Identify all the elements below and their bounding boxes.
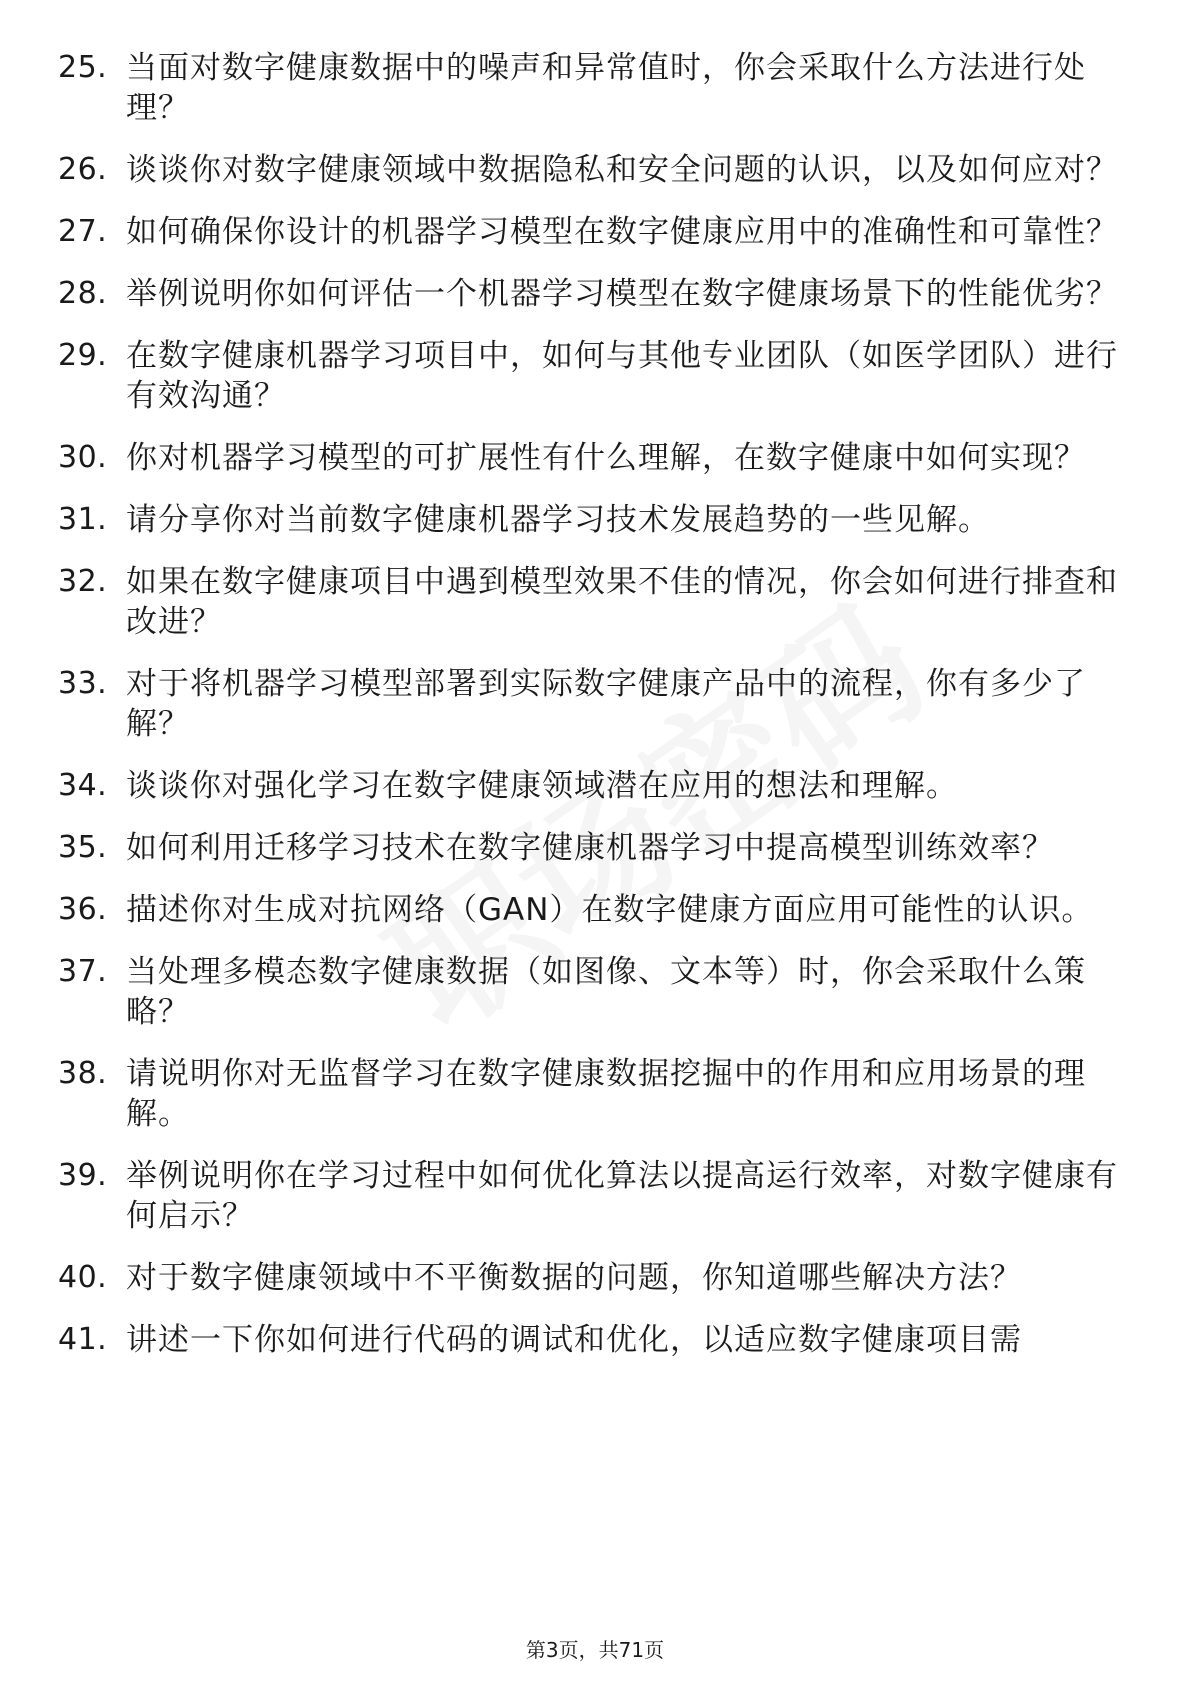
question-number: 28. [58, 276, 108, 311]
question-item [58, 890, 1118, 930]
page-footer [0, 1638, 1190, 1662]
question-item [58, 562, 1118, 642]
question-number: 34. [58, 768, 108, 803]
question-list [58, 48, 1118, 1382]
page-number-label: 第3页，共71页 [525, 1638, 665, 1662]
question-text: 当面对数字健康数据中的噪声和异常值时，你会采取什么方法进行处理？ [126, 50, 1086, 126]
question-text: 对于将机器学习模型部署到实际数字健康产品中的流程，你有多少了解？ [126, 666, 1086, 742]
question-number: 38. [58, 1056, 108, 1091]
question-text: 在数字健康机器学习项目中，如何与其他专业团队（如医学团队）进行有效沟通？ [126, 338, 1118, 414]
question-item [58, 1320, 1118, 1360]
question-text: 你对机器学习模型的可扩展性有什么理解，在数字健康中如何实现？ [126, 440, 1086, 476]
question-item [58, 952, 1118, 1032]
question-item [58, 664, 1118, 744]
question-item [58, 48, 1118, 128]
question-item [58, 212, 1118, 252]
question-number: 27. [58, 214, 108, 249]
question-text: 请分享你对当前数字健康机器学习技术发展趋势的一些见解。 [126, 502, 990, 538]
question-item [58, 828, 1118, 868]
question-text: 举例说明你在学习过程中如何优化算法以提高运行效率，对数字健康有何启示？ [126, 1158, 1118, 1234]
question-text: 如何利用迁移学习技术在数字健康机器学习中提高模型训练效率？ [126, 830, 1054, 866]
question-text: 谈谈你对数字健康领域中数据隐私和安全问题的认识，以及如何应对？ [126, 152, 1118, 188]
question-text: 描述你对生成对抗网络（GAN）在数字健康方面应用可能性的认识。 [126, 892, 1094, 928]
question-text: 举例说明你如何评估一个机器学习模型在数字健康场景下的性能优劣？ [126, 276, 1118, 312]
question-number: 41. [58, 1322, 108, 1357]
question-number: 36. [58, 892, 108, 927]
question-text: 讲述一下你如何进行代码的调试和优化，以适应数字健康项目需 [126, 1322, 1022, 1358]
question-item [58, 1258, 1118, 1298]
question-item [58, 336, 1118, 416]
question-number: 26. [58, 152, 108, 187]
question-number: 35. [58, 830, 108, 865]
question-number: 31. [58, 502, 108, 537]
question-text: 当处理多模态数字健康数据（如图像、文本等）时，你会采取什么策略？ [126, 954, 1086, 1030]
question-item [58, 438, 1118, 478]
question-item [58, 1054, 1118, 1134]
question-text: 谈谈你对强化学习在数字健康领域潜在应用的想法和理解。 [126, 768, 958, 804]
question-number: 39. [58, 1158, 108, 1193]
question-number: 33. [58, 666, 108, 701]
question-text: 如何确保你设计的机器学习模型在数字健康应用中的准确性和可靠性？ [126, 214, 1118, 250]
question-number: 37. [58, 954, 108, 989]
question-text: 如果在数字健康项目中遇到模型效果不佳的情况，你会如何进行排查和改进？ [126, 564, 1118, 640]
question-text: 请说明你对无监督学习在数字健康数据挖掘中的作用和应用场景的理解。 [126, 1056, 1086, 1132]
question-item [58, 1156, 1118, 1236]
question-number: 25. [58, 50, 108, 85]
question-number: 40. [58, 1260, 108, 1295]
question-item [58, 150, 1118, 190]
question-number: 30. [58, 440, 108, 475]
question-item [58, 500, 1118, 540]
question-text: 对于数字健康领域中不平衡数据的问题，你知道哪些解决方法？ [126, 1260, 1022, 1296]
question-item [58, 766, 1118, 806]
question-item [58, 274, 1118, 314]
question-number: 32. [58, 564, 108, 599]
question-number: 29. [58, 338, 108, 373]
